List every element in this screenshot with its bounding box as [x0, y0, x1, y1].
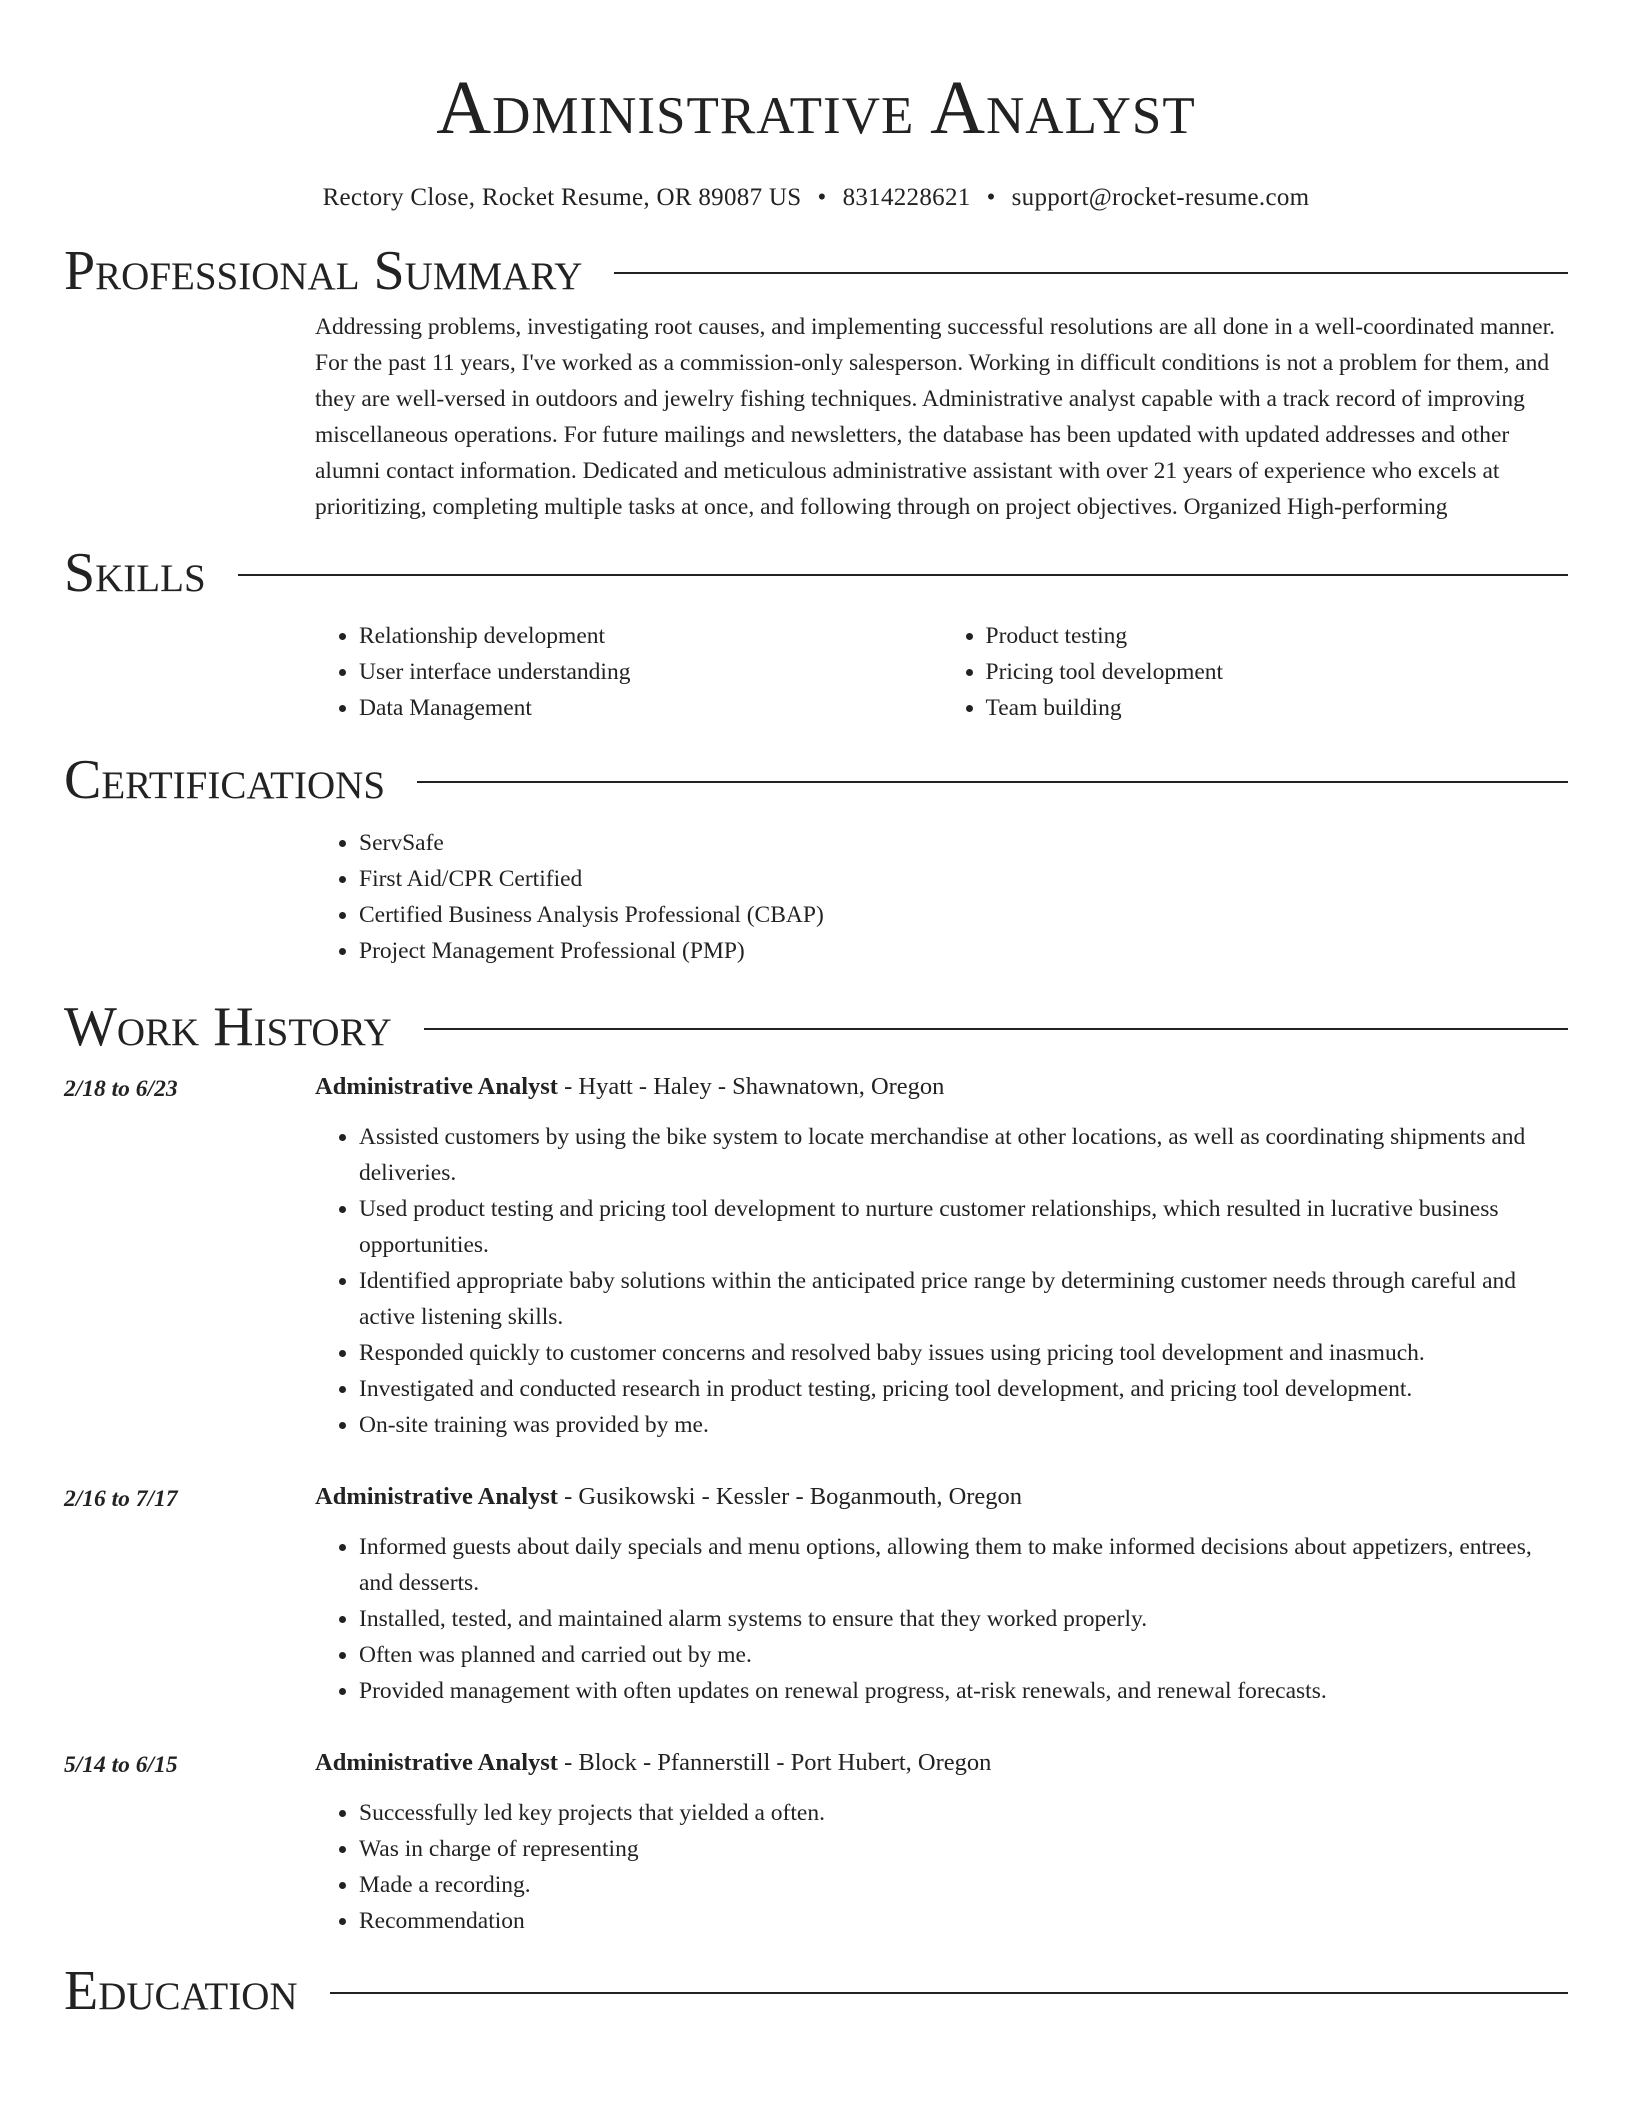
job-entry — [64, 1745, 1568, 1939]
job-heading — [315, 1479, 1568, 1515]
job-entry — [64, 1069, 1568, 1443]
work-history-list — [64, 1069, 1568, 1939]
education-section-title: Education — [64, 1960, 298, 2022]
job-title: Administrative Analyst — [315, 1483, 558, 1510]
job-dates: 2/18 to 6/23 — [64, 1076, 178, 1102]
job-details — [315, 1069, 1568, 1443]
section-divider — [330, 1992, 1568, 1994]
skills-list-right — [942, 618, 1569, 726]
job-bullet: • Investigated and conducted research in product testing, pricing tool development, and pricing tool development. — [359, 1371, 1568, 1407]
job-bullet: • Informed guests about daily specials and menu options, allowing them to make informed decisions about appetizers, entrees, and desserts. — [359, 1529, 1568, 1601]
summary-section-body — [64, 309, 1568, 525]
job-bullets — [315, 1795, 1568, 1939]
job-title: Administrative Analyst — [315, 1073, 558, 1100]
job-bullet: • Recommendation — [359, 1903, 1568, 1939]
contact-phone: 8314228621 — [842, 184, 971, 211]
skills-section-body — [64, 618, 1568, 726]
applicant-name: Administrative Analyst — [436, 66, 1196, 150]
contact-address: Rectory Close, Rocket Resume, OR 89087 US — [322, 184, 802, 211]
job-title: Administrative Analyst — [315, 1749, 558, 1776]
certifications-section-title: Certifications — [64, 749, 386, 811]
skills-list-left — [315, 618, 942, 726]
job-entry — [64, 1479, 1568, 1709]
job-heading — [315, 1745, 1568, 1781]
skill-item: • Data Management — [359, 690, 942, 726]
certification-item: • Project Management Professional (PMP) — [359, 933, 1568, 969]
job-bullet: • Identified appropriate baby solutions within the anticipated price range by determining customer needs through careful and active listening skills. — [359, 1263, 1568, 1335]
job-dates: 5/14 to 6/15 — [64, 1752, 178, 1778]
section-divider — [424, 1028, 1568, 1030]
job-bullet: • On-site training was provided by me. — [359, 1407, 1568, 1443]
contact-separator: • — [986, 184, 996, 211]
job-bullet: • Installed, tested, and maintained alarm systems to ensure that they worked properly. — [359, 1601, 1568, 1637]
resume-page — [64, 0, 1568, 2021]
job-employer: - Gusikowski - Kessler - Boganmouth, Oregon — [557, 1483, 1023, 1510]
contact-email: support@rocket-resume.com — [1011, 184, 1310, 211]
certification-item: • First Aid/CPR Certified — [359, 861, 1568, 897]
job-bullet: • Used product testing and pricing tool development to nurture customer relationships, which resulted in lucrative business opportunities. — [359, 1191, 1568, 1263]
certifications-list — [315, 825, 1568, 969]
section-divider — [417, 781, 1568, 783]
job-employer: - Block - Pfannerstill - Port Hubert, Oregon — [557, 1749, 992, 1776]
job-bullet: • Was in charge of representing — [359, 1831, 1568, 1867]
job-bullets — [315, 1529, 1568, 1709]
job-bullet: • Responded quickly to customer concerns and resolved baby issues using pricing tool development and inasmuch. — [359, 1335, 1568, 1371]
job-bullet: • Provided management with often updates on renewal progress, at-risk renewals, and renewal forecasts. — [359, 1673, 1568, 1709]
summary-section-title: Professional Summary — [64, 240, 583, 302]
job-bullets — [315, 1119, 1568, 1443]
contact-line — [64, 182, 1568, 214]
section-divider — [614, 272, 1568, 274]
job-bullet: • Assisted customers by using the bike system to locate merchandise at other locations, as well as coordinating shipments and deliveries. — [359, 1119, 1568, 1191]
skill-item: • Pricing tool development — [986, 654, 1569, 690]
job-bullet: • Often was planned and carried out by me. — [359, 1637, 1568, 1673]
certification-item: • ServSafe — [359, 825, 1568, 861]
job-employer: - Hyatt - Haley - Shawnatown, Oregon — [557, 1073, 945, 1100]
skill-item: • Team building — [986, 690, 1569, 726]
skills-section-title: Skills — [64, 542, 206, 604]
certification-item: • Certified Business Analysis Professional (CBAP) — [359, 897, 1568, 933]
job-bullet: • Successfully led key projects that yielded a often. — [359, 1795, 1568, 1831]
job-heading — [315, 1069, 1568, 1105]
job-dates: 2/16 to 7/17 — [64, 1486, 178, 1512]
job-details — [315, 1745, 1568, 1939]
work-section-header — [64, 997, 1568, 1057]
skill-item: • User interface understanding — [359, 654, 942, 690]
certifications-section-body — [64, 825, 1568, 969]
job-details — [315, 1479, 1568, 1709]
skills-grid — [315, 618, 1568, 726]
section-divider — [238, 574, 1568, 576]
skill-item: • Relationship development — [359, 618, 942, 654]
work-section-title: Work History — [64, 996, 392, 1058]
certifications-section-header — [64, 750, 1568, 810]
summary-text: Addressing problems, investigating root causes, and implementing successful resolutions are all done in a well-coordinated manner. For the past 11 years, I've worked as a commission-only salesperson. Working in difficult conditions is not a problem for them, and they are well-versed in outdoors and jewelry fishing techniques. Administrative analyst capable with a track record of improving miscellaneous operations. For future mailings and newsletters, the database has been updated with updated addresses and other alumni contact information. Dedicated and meticulous administrative assistant with over 21 years of experience who excels at prioritizing, completing multiple tasks at once, and following through on project objectives. Organized High-performing — [315, 314, 1555, 520]
contact-separator: • — [817, 184, 827, 211]
skills-section-header — [64, 543, 1568, 603]
summary-section-header — [64, 241, 1568, 301]
education-section-header — [64, 1961, 1568, 2021]
skill-item: • Product testing — [986, 618, 1569, 654]
job-bullet: • Made a recording. — [359, 1867, 1568, 1903]
